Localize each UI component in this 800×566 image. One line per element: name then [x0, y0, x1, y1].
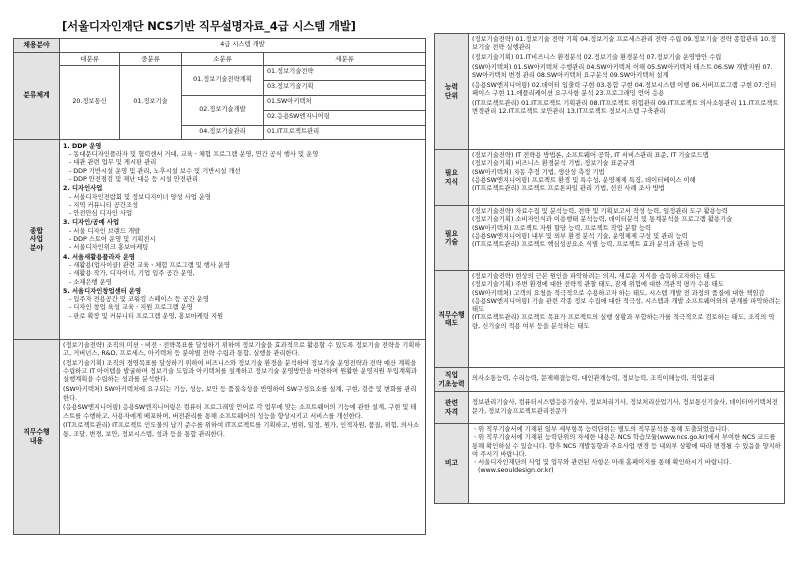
- detail-value: 01.SW아키텍처: [264, 95, 426, 110]
- duty-content: [60, 339, 426, 534]
- job-description-left-table: [13, 38, 426, 535]
- org-section-title: 2. 디자인사업: [63, 185, 103, 193]
- basic-content: 의사소통능력, 수리능력, 문제해결능력, 대인관계능력, 정보능력, 조직이해능력, 직업윤리: [469, 368, 785, 392]
- minor-value: 01.정보기술전략계획: [182, 65, 264, 95]
- ability-content: [469, 34, 785, 150]
- duty-label: 직무수행 내용: [14, 339, 60, 534]
- org-item: - 안전안심 디자인 사업: [69, 210, 133, 218]
- knowledge-item: (응용SW엔지니어링) 프로젝트 환경 및 특수성, 운영체제 특징, 데이터베이스 이해: [472, 176, 696, 184]
- attitude-item: (정보기술기획) 주변 환경에 대한 전략적 관찰 태도, 잠재 위험에 대한 객관적 평가 수용 태도: [472, 281, 724, 289]
- knowledge-item: (SW아키텍처) 자동 추정 기법, 생산성 측정 기법: [472, 168, 605, 176]
- skill-item: (응용SW엔지니어링) 내부 및 외부 환경 분석 기술, 운영체제 구성 및 관리 능력: [472, 232, 688, 240]
- header-major: 대분류: [60, 52, 120, 65]
- note-item: ㆍ위 직무기술서에 기재된 능력단위의 자세한 내용은 NCS 학습모듈(www.ncs.go.kr)에서 부여한 NCS 코드를 통해 확인하실 수 있습니다. 향후 NCS 개발동향과 주요사업 변경 등 내외부 상황에 따라 변경될 수 있음을 양지하여 주시기 바랍니다.: [472, 434, 781, 458]
- job-description-right-table: [434, 33, 785, 504]
- duty-paragraph: (정보기술기획) 조직의 경영목표를 달성하기 위하여 비즈니스와 정보기술 환경을 분석하여 정보기술 운영전략과 전략 예산 계획을 수립하고 IT 아이템을 발굴하며 정보기술 도입과 아키텍처를 설계하고 정보기술 운영방안을 마련하며 원활한 운영지원 투입계획과 실행계획을 수립하는 성과를 분석한다.: [63, 359, 418, 384]
- org-label: 종합 사업 분야: [14, 139, 60, 339]
- header-middle: 중분류: [120, 52, 182, 65]
- skill-label: 필요 기술: [435, 206, 469, 271]
- skill-item: (정보기술기획) 소비자인식과 이용행태 분석능력, 데이터분석 및 통계분석을 프로그램 활용기술: [472, 216, 733, 224]
- org-item: - 디자인 창업 육성 교육ㆍ지원 프로그램 운영: [69, 304, 193, 312]
- middle-value: 01.정보기술: [120, 65, 182, 139]
- ability-item: (IT프로젝트관리) 01.IT프로젝트 기획관리 08.IT프로젝트 위험관리 09.IT프로젝트 의사소통관리 11.IT프로젝트 변경관리 12.IT프로젝트 보안관리 13.IT프로젝트 정보시스템 구축관리: [472, 100, 779, 116]
- note-label: 비고: [435, 424, 469, 504]
- attitude-item: (응용SW엔지니어링) 기술 관련 각종 정보 수집에 대한 적극성, 시스템과 개발 소프트웨어와의 관계를 파악하려는 태도: [472, 297, 781, 314]
- knowledge-label: 필요 지식: [435, 150, 469, 206]
- header-minor: 소분류: [182, 52, 264, 65]
- duty-paragraph: (SW아키텍처) SW아키텍처에 요구되는 기능, 성능, 보안 등 품질속성을 반영하여 SW구성요소를 설계, 구현, 검증 및 변화를 관리한다.: [63, 386, 417, 402]
- minor-value: 04.정보기술관리: [182, 125, 264, 139]
- note-item: ㆍ서울디자인재단의 사업 및 업무와 관련된 사항은 아래 홈페이지를 통해 확인하시기 바랍니다.: [472, 459, 732, 467]
- org-item: - DDP 안전점검 및 재난 대응 등 시설 안전관리: [69, 175, 199, 183]
- org-section-title: 3. 디자인/공예 사업: [63, 219, 120, 227]
- attitude-label: 직무수행 태도: [435, 271, 469, 368]
- org-item: - 서울디자인전람회 및 정보디지이너 양성 사업 운영: [69, 193, 212, 201]
- skill-item: (SW아키텍처) 프로젝트 자원 할당 능력, 프로젝트 작업 분할 능력: [472, 224, 652, 232]
- attitude-item: (IT프로젝트관리) 프로젝트 목표가 프로젝트의 실행 상황과 부합하는가를 적극적으로 검토하는 태도, 조직의 역량, 신기술의 적용 여부 등을 분석하는 태도: [472, 314, 775, 330]
- org-item: - 판로 확장 및 커뮤니티 프로그램 운영, 홍보마케팅 지원: [69, 312, 224, 320]
- org-section-title: 4. 서울새활용플라자 운영: [63, 253, 135, 261]
- skill-item: (정보기술전략) 자료수집 및 분석능력, 전략 및 기획보고서 작성 능력, 일정관리 도구 활용능력: [472, 208, 728, 215]
- org-item: - 새활용 작가, 디자이너, 기업 입주 공간 운영,: [69, 270, 195, 278]
- org-sections: [60, 139, 426, 339]
- org-item: - 지역 커뮤니티 공간조성: [69, 201, 139, 209]
- detail-value: 01.정보기술전략: [264, 65, 426, 80]
- note-content: [469, 424, 785, 504]
- org-item: - 소재은행 운영: [69, 278, 112, 286]
- org-item: - 동대문디자인플라자 및 협력센서 거대, 교육ㆍ체험 프로그램 운영, 연간 공식 행사 및 운영: [69, 151, 319, 159]
- duty-paragraph: (정보기술전략) 조직의 미션ㆍ비전ㆍ전략목표를 달성하기 위하여 정보기술을 효과적으로 활용할 수 있도록 정보기술 전략을 기획하고, 거버넌스, R&D, 프로세스, 아키텍처 등 분야별 전략 수립과 통합, 실행을 관리한다.: [63, 341, 421, 358]
- document-title: [서울디자인재단 NCS기반 직무설명자료_4급 시스템 개발]: [62, 19, 356, 33]
- duty-paragraph: (IT프로젝트관리) IT프로젝트 인도물의 납기 준수를 위하여 IT프로젝트를 기획하고, 범위, 일정, 원가, 인적자원, 품질, 위험, 의사소통, 조달, 변경, 보안, 정보시스템, 성과 등을 통합 관리한다.: [63, 422, 420, 438]
- detail-value: 02.응용SW엔지니어링: [264, 110, 426, 125]
- org-item: - DDP 스토어 운영 및 기획전시: [69, 236, 156, 244]
- skill-content: [469, 206, 785, 271]
- field-label: 채용분야: [14, 39, 60, 53]
- org-item: - 대관 관련 업무 및 게시판 관리: [69, 159, 157, 167]
- duty-paragraph: (응용SW엔지니어링) 응용SW엔지니어링은 컴퓨터 프로그래밍 언어로 각 업무에 맞는 소프트웨어의 기능에 관한 설계, 구현 및 테스트를 수행하고, 사용자에게 배포하며, 버전관리를 통해 소프트웨어의 성능을 향상시키고 서비스를 개선한다.: [63, 404, 417, 420]
- basic-label: 직업 기초능력: [435, 368, 469, 392]
- note-item: ㆍ위 직무기술서에 기재된 일부 세부항목 능력단위는 별도의 직무분석을 통해 도출되었습니다.: [472, 426, 730, 433]
- minor-value: 02.정보기술개발: [182, 95, 264, 125]
- field-value: 4급 시스템 개발: [60, 39, 426, 53]
- ability-item: (SW아키텍처) 01.SW아키텍처 수행관리 04.SW아키텍처 이해 05.SW아키텍처 테스트 06.SW 개발지원 07. SW아키텍처 변경 관리 08.SW아키텍처 요구분석 09.SW아키텍처 설계: [472, 63, 773, 80]
- org-section-title: 1. DDP 운영: [63, 142, 102, 150]
- org-item: - 새활용(업사이클) 관련 교육ㆍ체험 프로그램 및 행사 운영: [69, 261, 231, 269]
- skill-item: (IT프로젝트관리) 프로젝트 핵심성공요소 식별 능력, 프로젝트 효과 분석과 관리 능력: [472, 241, 704, 249]
- attitude-item: (SW아키텍처) 고객의 요청을 적극적으로 수용하고자 하는 태도, 시스템 개발 전 과정의 품질에 대한 책임감: [472, 289, 765, 297]
- homepage-url: (www.seouldesign.or.kr): [478, 467, 554, 475]
- org-item: - DDP 기반시설 운영 및 관리, 노후시설 보수 및 기반시설 개선: [69, 167, 241, 175]
- knowledge-item: (IT프로젝트관리) 프로젝트 프로톤파일 관리 기법, 선진 사례 조사 방법: [472, 185, 665, 193]
- knowledge-content: [469, 150, 785, 206]
- org-item: - 서울 디자인 브랜드 개발: [69, 227, 141, 235]
- cert-content: 정보관리기술사, 컴퓨터시스템응용기술사, 정보처리기사, 정보처리산업기사, 정보통신기술사, 데이터아키텍처전문가, 정보기술프로젝트관리전문가: [469, 392, 785, 424]
- attitude-item: (정보기술전략) 현상의 근본 원인을 파악하려는 의지, 새로운 지식을 습득하고자하는 태도: [472, 273, 716, 280]
- cert-label: 관련 자격: [435, 392, 469, 424]
- knowledge-item: (정보기술전략) IT 전략용 방법론, 소프트웨어 공학, IT 서비스관리 표준, IT 기술로드맵: [472, 152, 709, 159]
- org-item: - 입주자 전용공간 및 코워킹 스페이스 등 공간 운영: [69, 296, 209, 304]
- ability-item: (정보기술기획) 01.IT비즈니스 환경분석 02.정보기술 환경분석 07.정보기술 운영방안 수립: [472, 54, 722, 62]
- org-section-title: 5. 서울디자인창업센터 운영: [63, 287, 142, 295]
- ability-label: 능력 단위: [435, 34, 469, 150]
- classification-label: 분류체계: [14, 52, 60, 139]
- ability-item: (정보기술전략) 01.정보기술 전략 기획 04.정보기술 프로세스관리 전략 수립 09.정보기술 전략 종합관리 10.정보기술 전략 실행관리: [472, 36, 777, 52]
- ability-item: (응용SW엔지니어링) 02.데이터 입출력 구현 03.통합 구현 04.정보시스템 이행 06.서버프로그램 구현 07.인터페이스 구현 11.애플리케이션 요구사항 분석 23.프로그래밍 언어 응용: [472, 81, 777, 98]
- knowledge-item: (정보기술기획) 비즈니스 환경분석 기법, 정보기술 표준규격: [472, 160, 635, 168]
- detail-value: 01.IT프로젝트관리: [264, 125, 426, 139]
- header-detail: 세분류: [264, 52, 426, 65]
- org-item: - 서울디자인위크 홍보마케팅: [69, 244, 149, 252]
- detail-value: 03.정보기술기획: [264, 80, 426, 95]
- attitude-content: [469, 271, 785, 368]
- major-value: 20.정보통신: [60, 65, 120, 139]
